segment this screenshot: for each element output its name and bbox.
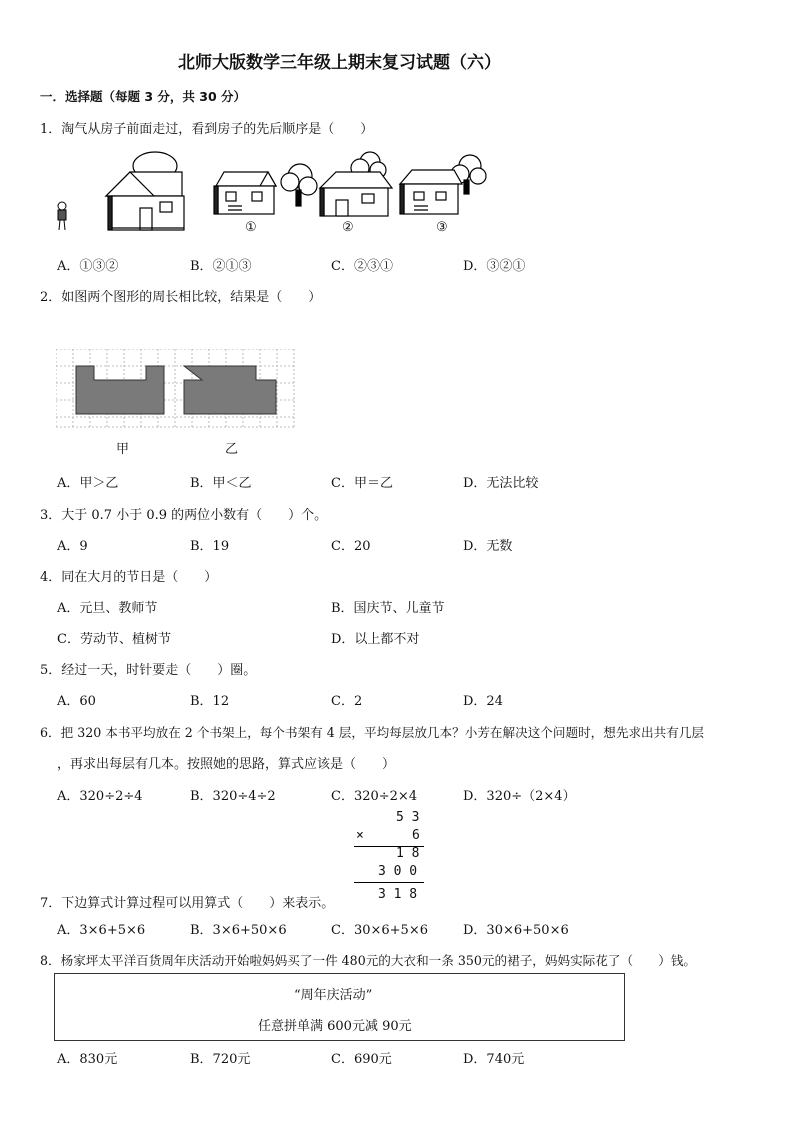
vcalc-line-2 xyxy=(354,882,424,883)
q3-option-a[interactable]: A．9 xyxy=(57,539,88,554)
house-2 xyxy=(320,152,392,216)
q7-option-a[interactable]: A．3×6+5×6 xyxy=(57,923,146,938)
q2-option-d[interactable]: D．无法比较 xyxy=(463,476,539,491)
perimeter-grid-figure xyxy=(56,349,296,429)
q6-option-b[interactable]: B．320÷4÷2 xyxy=(190,789,276,804)
vcalc-result: 3 1 8 xyxy=(378,887,418,902)
house-label-3: ③ xyxy=(436,220,448,235)
q4-option-b[interactable]: B．国庆节、儿童节 xyxy=(331,601,445,616)
q6-option-c[interactable]: C．320÷2×4 xyxy=(331,789,418,804)
promotion-detail: 任意拼单满 600元减 90元 xyxy=(258,1019,412,1034)
q4-option-d[interactable]: D．以上都不对 xyxy=(331,632,420,647)
q4-option-c[interactable]: C．劳动节、植树节 xyxy=(57,632,171,647)
question-6-text-line2: ，再求出每层有几本。按照她的思路，算式应该是（ ） xyxy=(57,757,396,772)
promotion-title: “周年庆活动” xyxy=(294,988,373,1003)
house-label-2: ② xyxy=(342,220,354,235)
q5-option-c[interactable]: C．2 xyxy=(331,694,363,709)
question-4-text: 4．同在大月的节日是（ ） xyxy=(40,570,218,585)
q8-option-c[interactable]: C．690元 xyxy=(331,1052,392,1067)
figure-label-yi: 乙 xyxy=(225,442,239,457)
question-3-text: 3．大于 0.7 小于 0.9 的两位小数有（ ）个。 xyxy=(40,508,328,523)
q8-option-b[interactable]: B．720元 xyxy=(190,1052,251,1067)
houses-illustration xyxy=(50,148,500,240)
shape-yi xyxy=(184,366,276,414)
q8-option-d[interactable]: D．740元 xyxy=(463,1052,525,1067)
vcalc-times: × xyxy=(356,828,364,843)
q5-option-b[interactable]: B．12 xyxy=(190,694,230,709)
q1-option-a[interactable]: A．①③② xyxy=(57,259,119,274)
question-8-text: 8．杨家坪太平洋百货周年庆活动开始啦妈妈买了一件 480元的大衣和一条 350元的裙子，妈妈实际花了（ ）钱。 xyxy=(40,953,697,968)
question-5-text: 5．经过一天，时针要走（ ）圈。 xyxy=(40,663,257,678)
question-2-text: 2．如图两个图形的周长相比较，结果是（ ） xyxy=(40,290,322,305)
q6-option-a[interactable]: A．320÷2÷4 xyxy=(57,789,143,804)
figure-label-jia: 甲 xyxy=(116,442,130,457)
house-label-1: ① xyxy=(245,220,257,235)
q1-option-b[interactable]: B．②①③ xyxy=(190,259,252,274)
q1-option-d[interactable]: D．③②① xyxy=(463,259,526,274)
vcalc-partial2: 3 0 0 xyxy=(378,864,418,879)
section-heading: 一．选择题（每题 3 分，共 30 分） xyxy=(40,89,247,104)
child-figure xyxy=(58,202,66,230)
question-7-text: 7．下边算式计算过程可以用算式（ ）来表示。 xyxy=(40,896,335,911)
q1-option-c[interactable]: C．②③① xyxy=(331,259,393,274)
q8-option-a[interactable]: A．830元 xyxy=(57,1052,118,1067)
vcalc-partial1: 1 8 xyxy=(396,846,420,861)
house-large xyxy=(106,152,184,230)
page-title: 北师大版数学三年级上期末复习试题（六） xyxy=(178,53,501,73)
q6-option-d[interactable]: D．320÷（2×4） xyxy=(463,789,576,804)
shape-jia xyxy=(76,366,164,414)
question-1-text: 1．淘气从房子前面走过，看到房子的先后顺序是（ ） xyxy=(40,122,374,137)
vcalc-row2: 6 xyxy=(412,828,420,843)
q3-option-c[interactable]: C．20 xyxy=(331,539,371,554)
q2-option-b[interactable]: B．甲＜乙 xyxy=(190,476,252,491)
vcalc-row1: 5 3 xyxy=(396,810,420,825)
house-3 xyxy=(400,155,486,214)
q7-option-c[interactable]: C．30×6+5×6 xyxy=(331,923,428,938)
question-6-text-line1: 6．把 320 本书平均放在 2 个书架上，每个书架有 4 层，平均每层放几本？小芳在解决这个问题时，想先求出共有几层 xyxy=(40,725,705,740)
house-1 xyxy=(214,164,317,214)
q2-option-a[interactable]: A．甲＞乙 xyxy=(57,476,119,491)
q7-option-d[interactable]: D．30×6+50×6 xyxy=(463,923,569,938)
q3-option-b[interactable]: B．19 xyxy=(190,539,230,554)
q4-option-a[interactable]: A．元旦、教师节 xyxy=(57,601,158,616)
q2-option-c[interactable]: C．甲＝乙 xyxy=(331,476,393,491)
q5-option-a[interactable]: A．60 xyxy=(57,694,96,709)
q7-option-b[interactable]: B．3×6+50×6 xyxy=(190,923,287,938)
q3-option-d[interactable]: D．无数 xyxy=(463,539,513,554)
q5-option-d[interactable]: D．24 xyxy=(463,694,503,709)
